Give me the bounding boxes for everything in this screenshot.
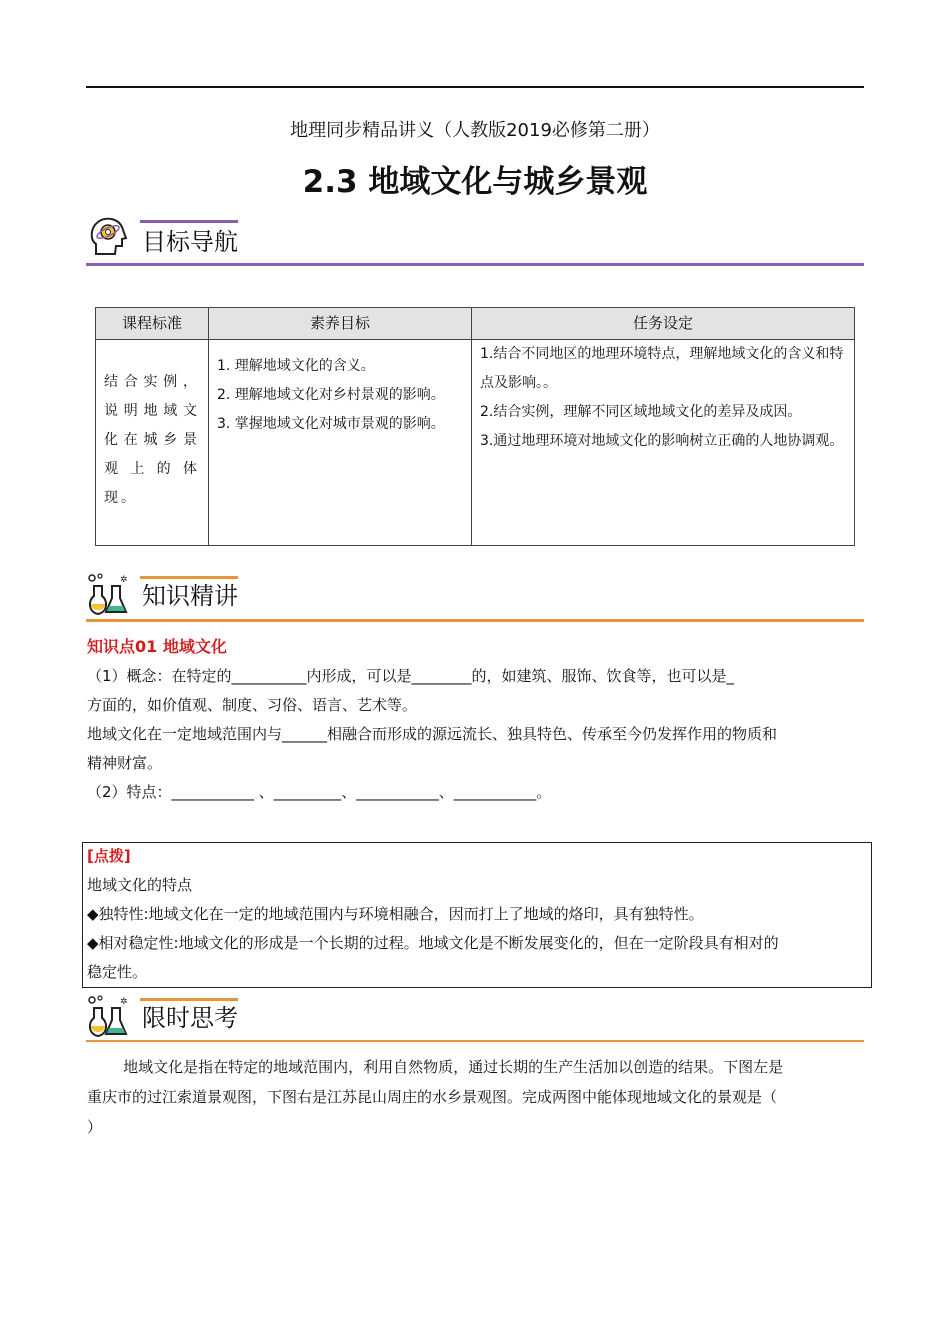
literacy-cell [209,340,472,546]
literacy-item: 2. 理解地域文化对乡村景观的影响。 [217,387,445,403]
text-line: 地域文化是指在特定的地域范围内，利用自然物质，通过长期的生产生活加以创造的结果。下图左是 [87,1058,784,1076]
text-line: 重庆市的过江索道景观图，下图右是江苏昆山周庄的水乡景观图。完成两图中能体现地域文化的景观是（ [87,1088,778,1106]
section-heading-knowledge: 知识精讲 [142,582,238,610]
section-rule-orange [86,1040,864,1042]
doc-title: 2.3 地域文化与城乡景观 [302,164,648,200]
tip-line: ◆独特性:地域文化在一定的地域范围内与环境相融合，因而打上了地域的烙印，具有独特性。 [87,905,704,923]
task-item: 3.通过地理环境对地域文化的影响树立正确的人地协调观。 [480,433,844,449]
tip-line: 地域文化的特点 [87,876,193,894]
literacy-item: 1. 理解地域文化的含义。 [217,358,375,374]
tip-line: ◆相对稳定性:地域文化的形成是一个长期的过程。地域文化是不断发展变化的，但在一定阶段具有相对的 [87,934,779,952]
curriculum-table [95,307,855,546]
head-gear-icon [86,214,130,262]
top-rule [86,86,864,88]
text-line: （1）概念：在特定的__________内形成，可以是________的，如建筑、服饰、饮食等，也可以是_ [87,667,735,685]
section-rule-purple [86,263,864,266]
flask-icon [86,572,130,620]
tip-label: [点拨] [87,847,131,865]
knowledge-point-title: 知识点01 地域文化 [87,637,227,656]
table-header: 素养目标 [209,308,472,340]
standard-cell: 结合实例，说明地域文化在城乡景观上的体现。 [96,340,209,546]
svg-text:✲: ✲ [120,997,128,1007]
doc-subtitle: 地理同步精品讲义（人教版2019必修第二册） [290,120,660,141]
table-header: 任务设定 [472,308,855,340]
literacy-item: 3. 掌握地域文化对城市景观的影响。 [217,416,445,432]
section-heading-think: 限时思考 [142,1004,238,1032]
text-line: ） [87,1118,103,1136]
text-line: 地域文化在一定地域范围内与______相融合而形成的源远流长、独具特色、传承至今仍发挥作用的物质和 [87,725,778,743]
knowledge-body [87,662,865,807]
text-line: 方面的，如价值观、制度、习俗、语言、艺术等。 [87,696,418,714]
think-paragraph [87,1052,865,1142]
text-line: 精神财富。 [87,754,163,772]
tip-content [87,842,865,987]
svg-text:✲: ✲ [120,575,128,585]
section-rule-orange [86,619,864,622]
text-line: （2）特点：___________ 、_________、___________、___________。 [87,783,552,801]
table-header: 课程标准 [96,308,209,340]
task-cell [472,340,855,546]
task-item: 2.结合实例，理解不同区域地域文化的差异及成因。 [480,404,802,420]
section-heading-goals: 目标导航 [142,228,238,256]
task-item: 1.结合不同地区的地理环境特点，理解地域文化的含义和特点及影响。。 [480,346,844,391]
tip-line: 稳定性。 [87,963,148,981]
flask-icon [86,994,130,1042]
